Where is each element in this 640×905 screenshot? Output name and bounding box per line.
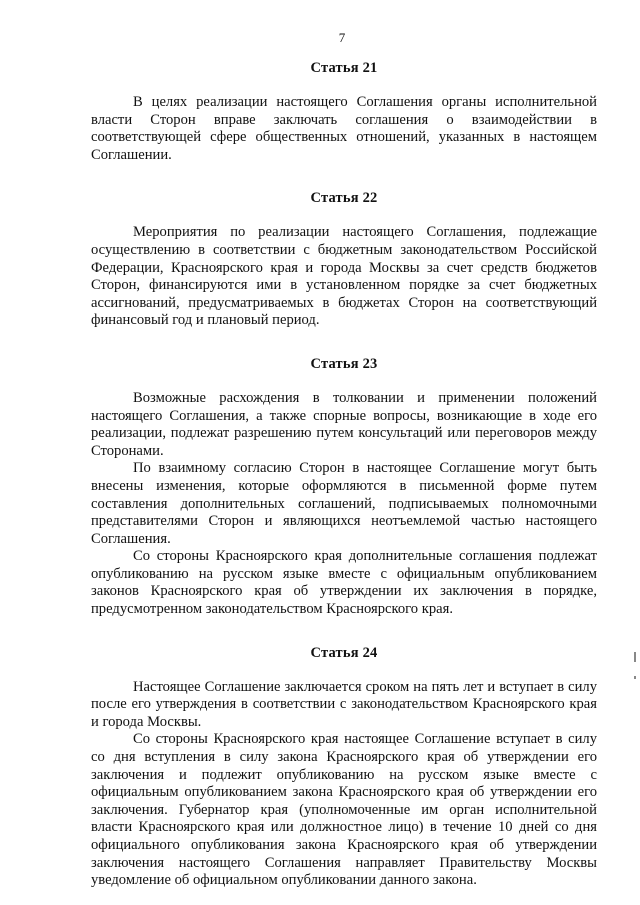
paragraph: По взаимному согласию Сторон в настоящее Соглашение могут быть внесены изменения, которые оформляются в письменной форме путем составления дополнительных соглашений, подписываемых полномочными представителями Сторон и являющихся неотъемлемой частью настоящего Соглашения.: [91, 460, 597, 547]
article-title: Статья 24: [310, 644, 378, 661]
article-title: Статья 23: [310, 355, 378, 372]
article-23: [91, 356, 597, 619]
paragraph: Со стороны Красноярского края настоящее Соглашение вступает в силу со дня вступления в силу закона Красноярского края об утверждении его заключения и подлежит опубликованию на русском языке вместе с официальным опубликованием закона Красноярского края об утверждении его заключения. Губернатор края (уполномоченные им орган исполнительной власти Красноярского края или должностное лицо) в течение 10 дней со дня официального опубликования закона Красноярского края об утверждении заключения настоящего Соглашения направляет Правительству Москвы уведомление об официальном опубликовании данного закона.: [91, 731, 597, 889]
paragraph: В целях реализации настоящего Соглашения органы исполнительной власти Сторон вправе заключать соглашения о взаимодействии в соответствующей сфере общественных отношений, указанных в настоящем Соглашении.: [91, 94, 597, 163]
article-title: Статья 22: [310, 190, 378, 207]
article-22: [91, 190, 597, 330]
paragraph: Возможные расхождения в толковании и применении положений настоящего Соглашения, а также спорные вопросы, возникающие в ходе его реализации, подлежат разрешению путем консультаций или переговоров между Сторонами.: [91, 389, 597, 459]
article-title: Статья 21: [310, 60, 378, 76]
article-24: [91, 645, 597, 890]
article-21: [91, 60, 597, 164]
paragraph: Со стороны Красноярского края дополнительные соглашения подлежат опубликованию на русском языке вместе с официальным опубликованием законов Красноярского края об утверждении их заключения в порядке, предусмотренном законодательством Красноярского края.: [91, 548, 597, 618]
document-body: [91, 60, 597, 890]
paragraph: Мероприятия по реализации настоящего Соглашения, подлежащие осуществлению в соответствии с бюджетным законодательством Российской Федерации, Красноярского края и города Москвы за счет средств бюджетов Сторон, финансируются ими в установленном порядке за счет бюджетных ассигнований, предусматриваемых в бюджетах Сторон на соответствующий финансовый год и плановый период.: [91, 224, 597, 329]
page-number: 7: [338, 30, 346, 45]
paragraph: Настоящее Соглашение заключается сроком на пять лет и вступает в силу после его утверждения в соответствии с законодательством Красноярского края и города Москвы.: [91, 678, 597, 730]
scan-margin-mark: [634, 676, 636, 679]
scan-margin-mark: [634, 652, 636, 662]
